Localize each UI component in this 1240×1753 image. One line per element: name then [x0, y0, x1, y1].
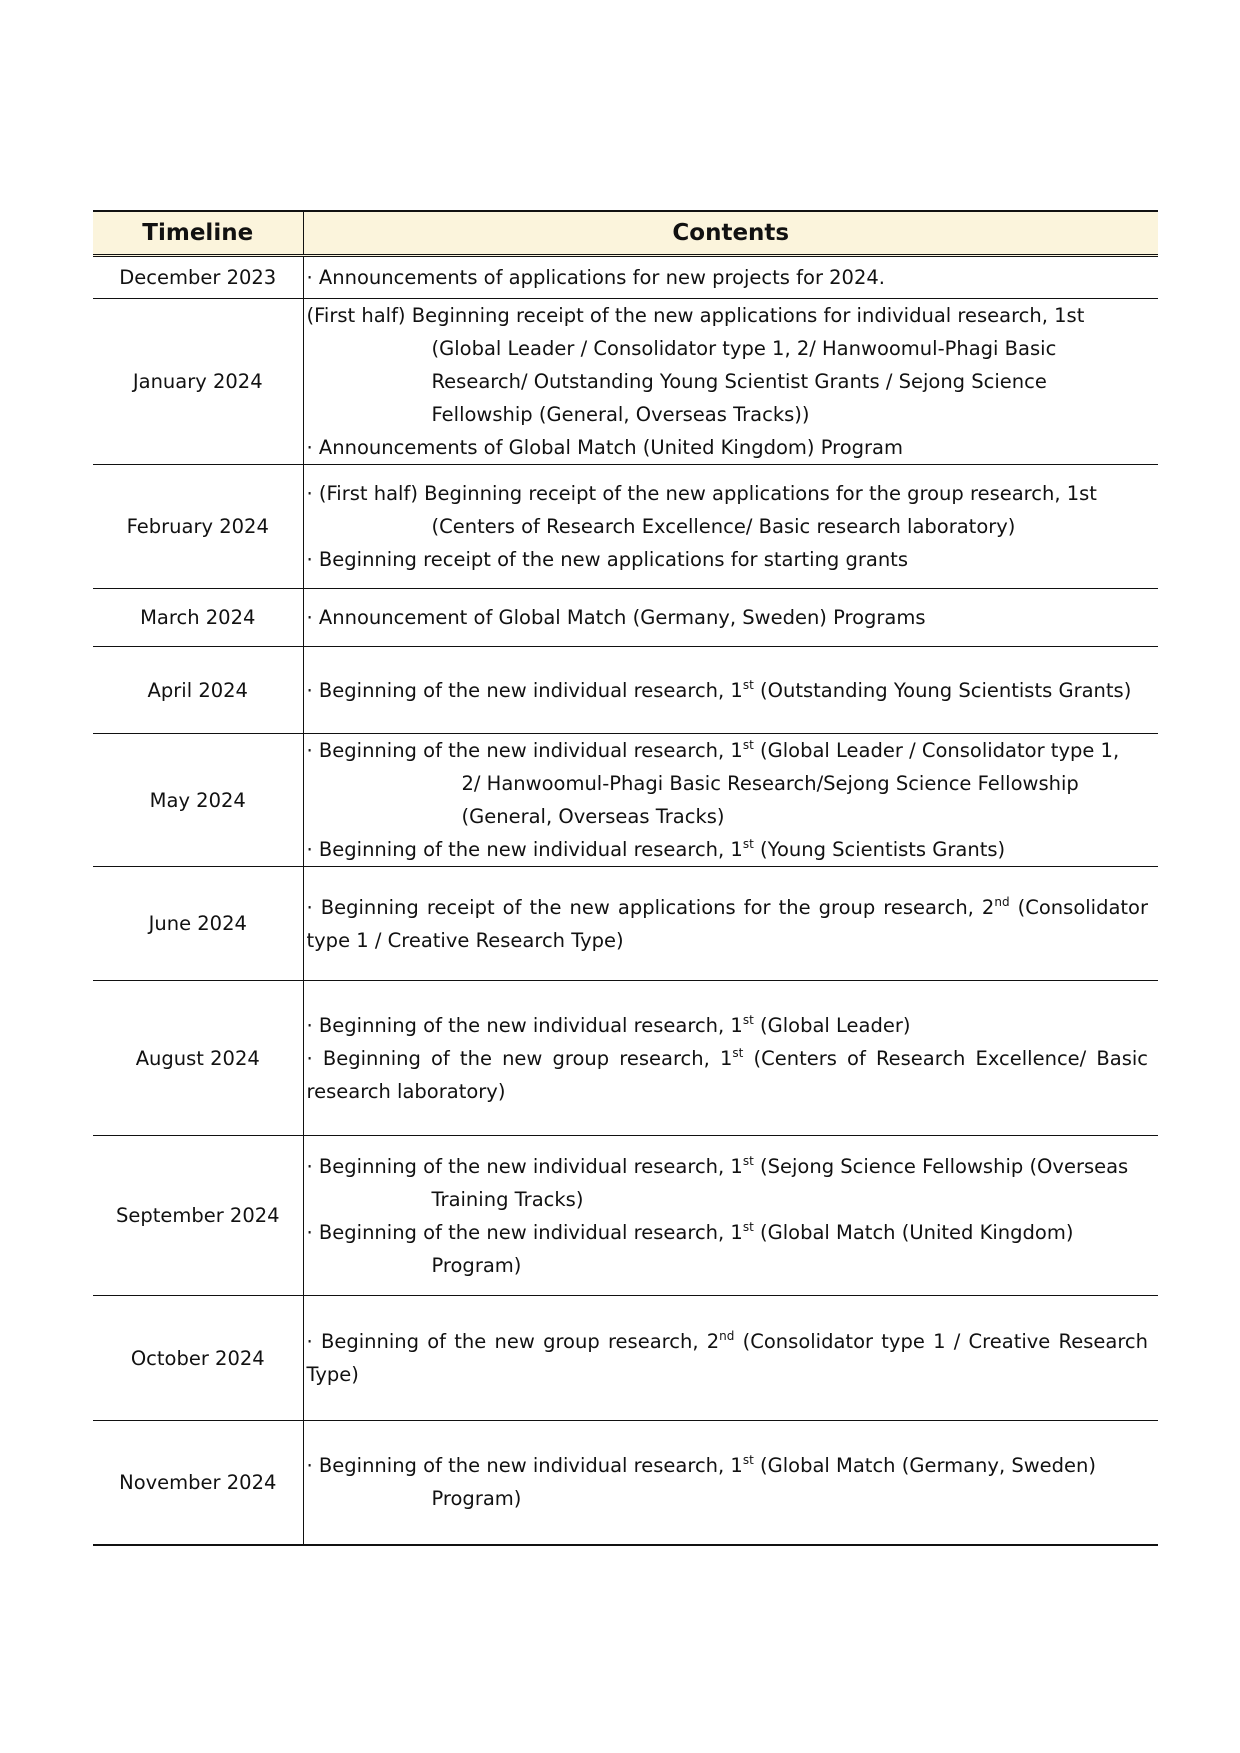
table-row [93, 589, 1158, 647]
content-line: · Beginning receipt of the new applications for starting grants [306, 548, 908, 571]
row-date: November 2024 [93, 1421, 303, 1545]
header-timeline: Timeline [93, 211, 303, 256]
row-contents [303, 256, 1158, 299]
content-line: Program) [431, 1253, 522, 1277]
row-contents [303, 734, 1158, 867]
row-date: June 2024 [93, 867, 303, 981]
content-line: · Beginning receipt of the new applications for the group research, 2nd (Consolidator [306, 894, 1148, 919]
content-line: · Beginning of the new group research, 1st (Centers of Research Excellence/ Basic [306, 1045, 1148, 1070]
content-line: Type) [306, 1363, 359, 1386]
content-line: Training Tracks) [431, 1187, 584, 1211]
row-date: March 2024 [93, 589, 303, 647]
table-row [93, 981, 1158, 1136]
content-line: Fellowship (General, Overseas Tracks)) [431, 403, 810, 426]
content-line: · Beginning of the new individual research, 1st (Young Scientists Grants) [306, 837, 1006, 861]
header-row [93, 211, 1158, 256]
content-line: type 1 / Creative Research Type) [306, 928, 624, 952]
row-contents [303, 1136, 1158, 1296]
row-contents [303, 981, 1158, 1136]
row-contents [303, 1296, 1158, 1421]
content-line: · Announcements of Global Match (United Kingdom) Program [306, 436, 903, 459]
row-contents [303, 465, 1158, 589]
content-line: · Beginning of the new individual research, 1st (Sejong Science Fellowship (Overseas [306, 1153, 1129, 1178]
content-line: (Global Leader / Consolidator type 1, 2/ Hanwoomul-Phagi Basic [431, 337, 1057, 360]
content-line: (First half) Beginning receipt of the new applications for individual research, 1st [306, 304, 1085, 327]
content-line: · Beginning of the new individual research, 1st (Global Leader) [306, 1012, 911, 1037]
table-row [93, 256, 1158, 299]
table-row [93, 299, 1158, 465]
header-contents: Contents [303, 211, 1158, 256]
timeline-table [93, 210, 1158, 1546]
row-contents [303, 647, 1158, 734]
row-date: August 2024 [93, 981, 303, 1136]
content-line: · Beginning of the new individual research, 1st (Global Match (United Kingdom) [306, 1219, 1074, 1244]
content-line: research laboratory) [306, 1079, 506, 1103]
row-date: January 2024 [93, 299, 303, 465]
content-line: Research/ Outstanding Young Scientist Grants / Sejong Science [431, 370, 1047, 393]
row-date: October 2024 [93, 1296, 303, 1421]
content-line: · (First half) Beginning receipt of the new applications for the group research, 1st [306, 482, 1097, 505]
content-line: · Announcement of Global Match (Germany, Sweden) Programs [306, 606, 926, 629]
row-date: May 2024 [93, 734, 303, 867]
row-date: February 2024 [93, 465, 303, 589]
content-line: · Beginning of the new individual research, 1st (Global Match (Germany, Sweden) [306, 1453, 1097, 1478]
content-line: (General, Overseas Tracks) [461, 805, 725, 828]
table-row [93, 465, 1158, 589]
content-line: (Centers of Research Excellence/ Basic research laboratory) [431, 515, 1016, 538]
content-line: · Beginning of the new individual research, 1st (Outstanding Young Scientists Grants) [306, 677, 1132, 702]
content-line: · Beginning of the new individual research, 1st (Global Leader / Consolidator type 1, [306, 738, 1120, 762]
content-line: 2/ Hanwoomul-Phagi Basic Research/Sejong Science Fellowship [461, 772, 1079, 795]
table-row [93, 1421, 1158, 1545]
content-line: · Announcements of applications for new projects for 2024. [306, 266, 885, 289]
content-line: Program) [431, 1487, 522, 1511]
row-contents [303, 299, 1158, 465]
row-contents [303, 867, 1158, 981]
table-row [93, 1136, 1158, 1296]
table-row [93, 734, 1158, 867]
row-contents [303, 589, 1158, 647]
table-row [93, 1296, 1158, 1421]
row-date: December 2023 [93, 256, 303, 299]
content-line: · Beginning of the new group research, 2nd (Consolidator type 1 / Creative Research [306, 1329, 1148, 1353]
table-row [93, 867, 1158, 981]
row-contents [303, 1421, 1158, 1545]
table-row [93, 647, 1158, 734]
row-date: April 2024 [93, 647, 303, 734]
row-date: September 2024 [93, 1136, 303, 1296]
